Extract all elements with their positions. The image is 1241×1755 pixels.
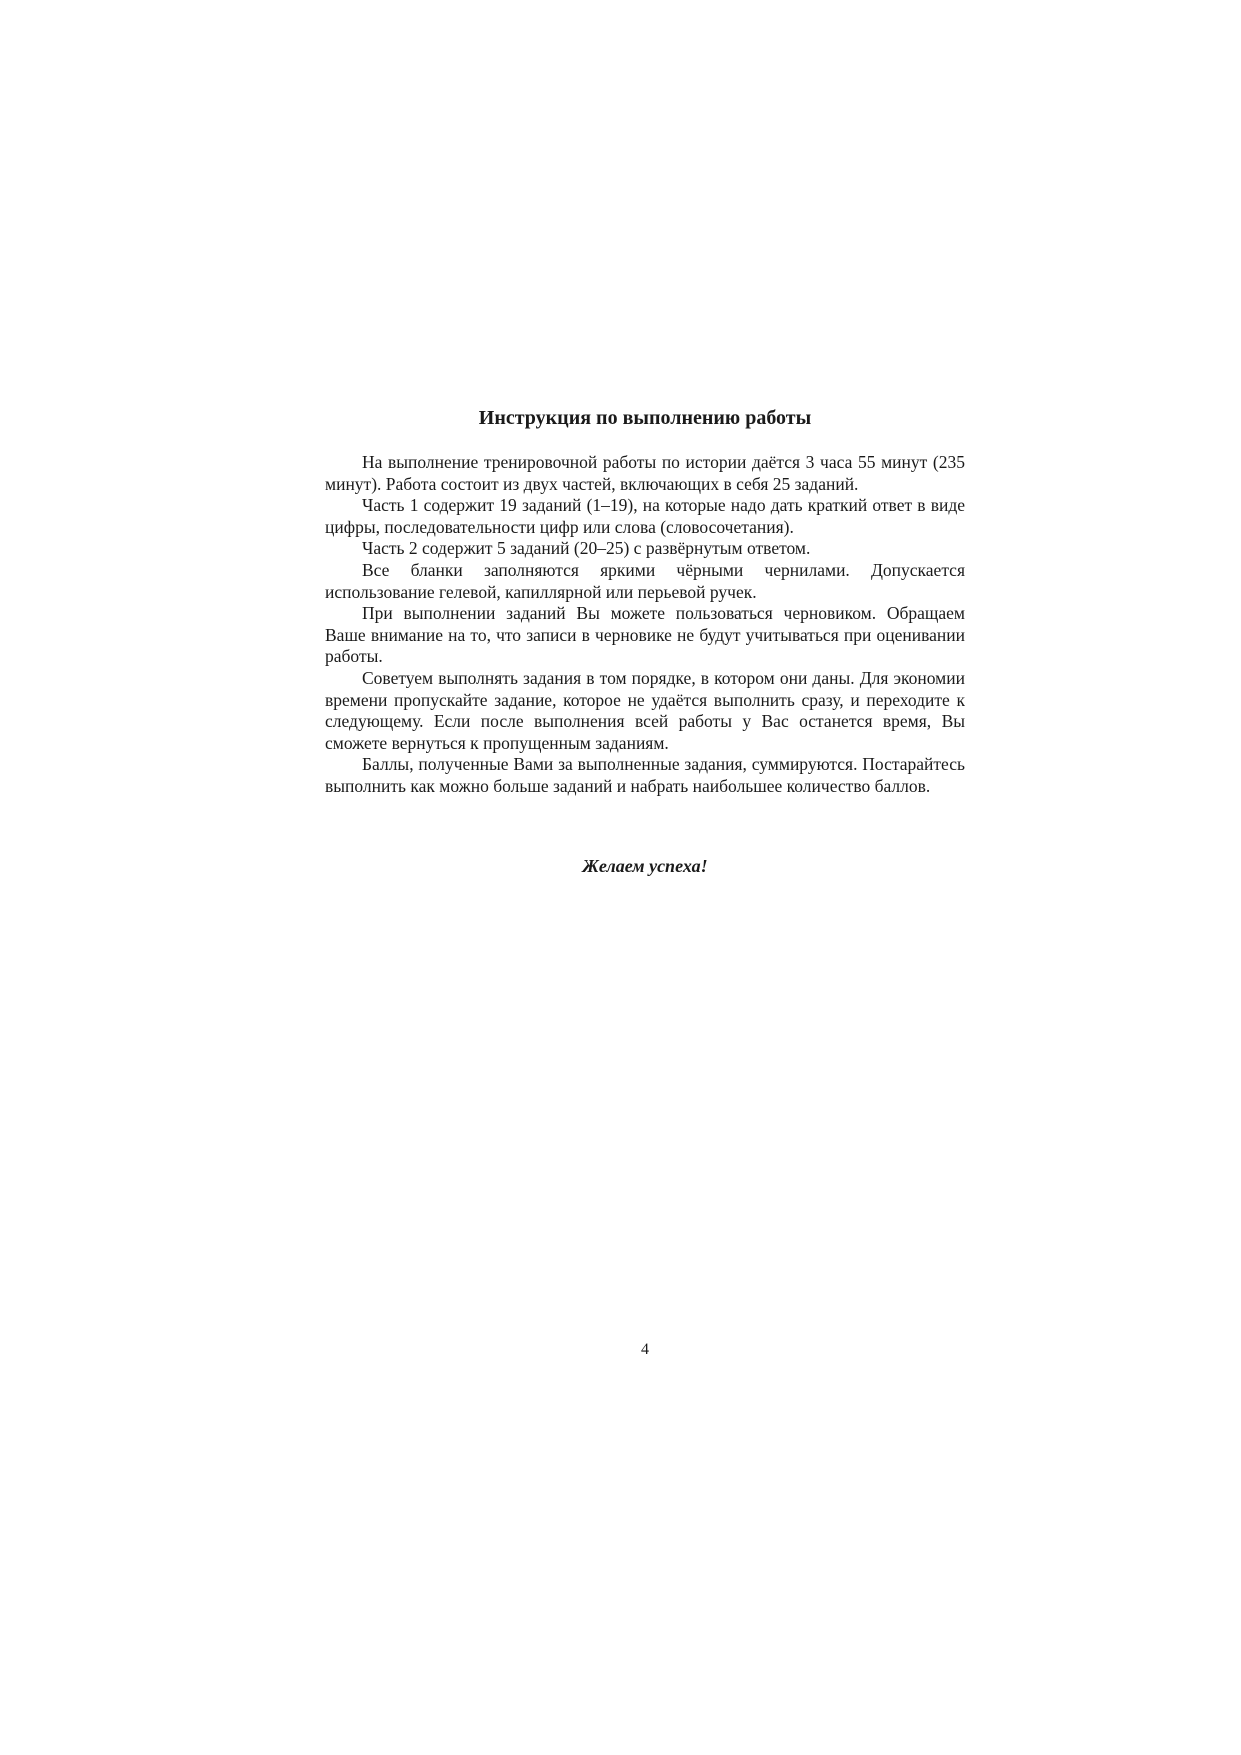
- closing-wish: Желаем успеха!: [582, 856, 708, 876]
- paragraph-part-1: Часть 1 содержит 19 заданий (1–19), на которые надо дать краткий ответ в виде цифры, последовательности цифр или слова (словосочетания).: [325, 495, 965, 537]
- paragraph-duration: На выполнение тренировочной работы по истории даётся 3 часа 55 минут (235 минут). Работа состоит из двух частей, включающих в себя 25 заданий.: [325, 452, 965, 494]
- paragraph-draft: При выполнении заданий Вы можете пользоваться черновиком. Обращаем Ваше внимание на то, что записи в черновике не будут учитываться при оценивании работы.: [325, 603, 965, 667]
- instruction-body: [325, 452, 965, 798]
- page-number: 4: [641, 1341, 649, 1358]
- paragraph-order-advice: Советуем выполнять задания в том порядке, в котором они даны. Для экономии времени пропускайте задание, которое не удаётся выполнить сразу, и переходите к следующему. Если после выполнения всей работы у Вас останется время, Вы сможете вернуться к пропущенным заданиям.: [325, 667, 965, 753]
- paragraph-part-2: Часть 2 содержит 5 заданий (20–25) с развёрнутым ответом.: [362, 538, 811, 559]
- paragraph-ink: Все бланки заполняются яркими чёрными чернилами. Допускается использование гелевой, капиллярной или перьевой ручек.: [325, 559, 965, 602]
- paragraph-scoring: Баллы, полученные Вами за выполненные задания, суммируются. Постарайтесь выполнить как можно больше заданий и набрать наибольшее количество баллов.: [325, 754, 965, 796]
- page-title: Инструкция по выполнению работы: [478, 407, 812, 429]
